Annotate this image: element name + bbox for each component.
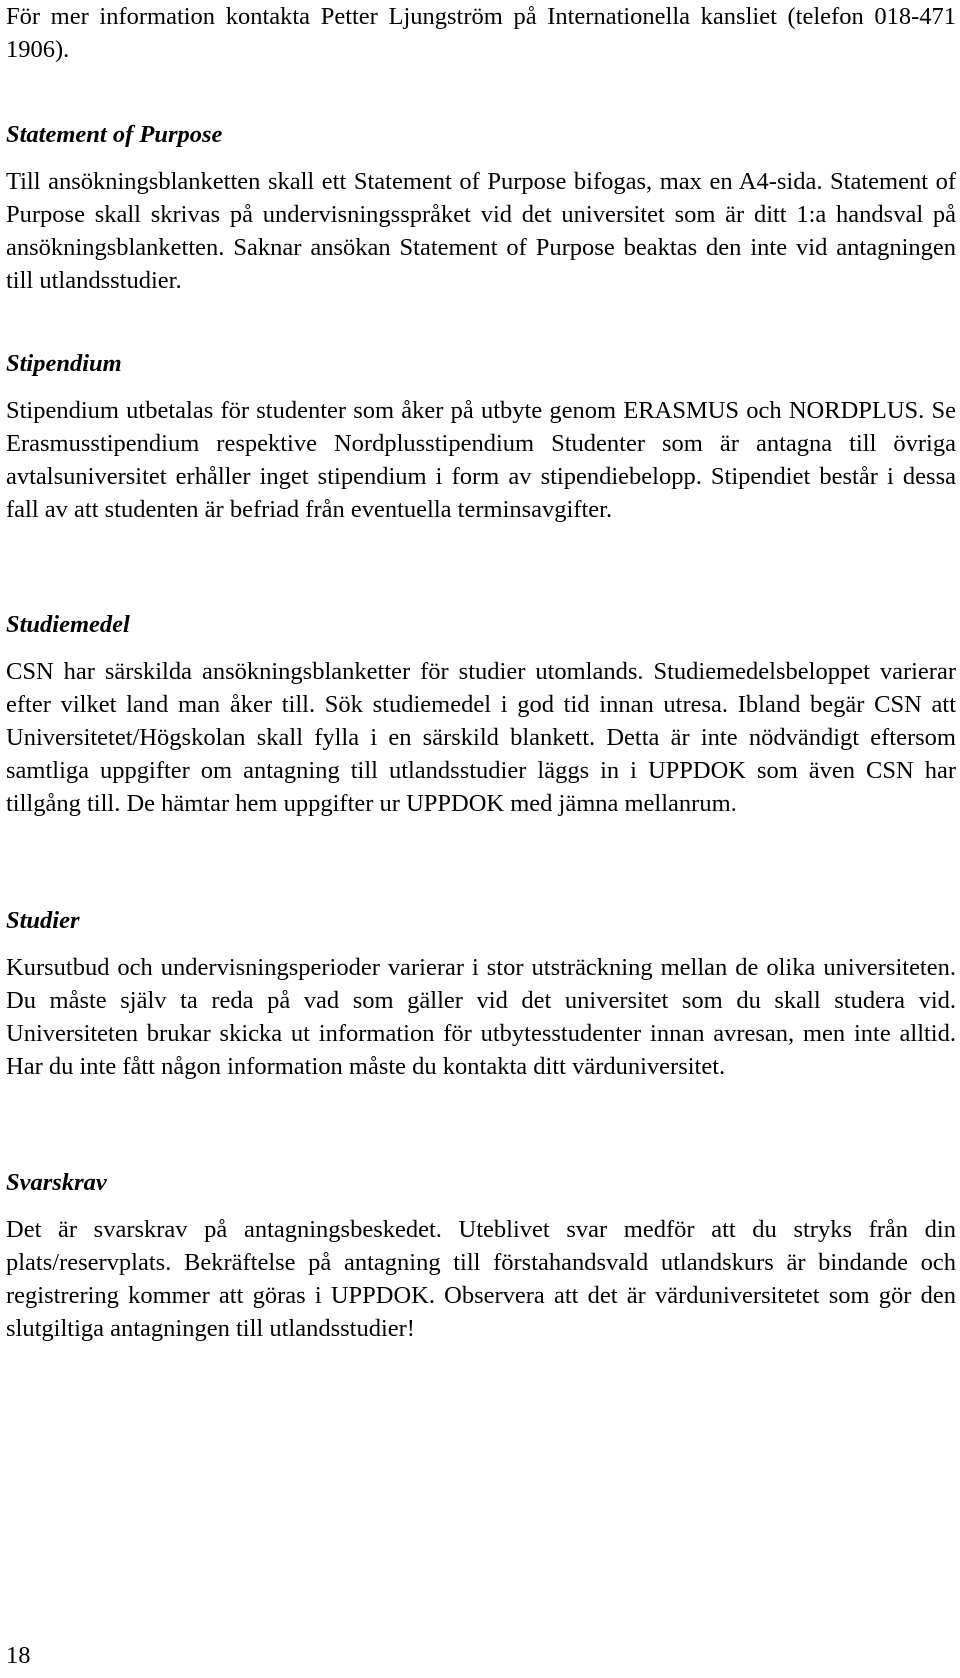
section-heading: Studier (6, 907, 80, 934)
section-heading: Statement of Purpose (6, 121, 223, 148)
section-heading: Stipendium (6, 350, 122, 377)
page-number: 18 (6, 1642, 31, 1669)
section-paragraph: Till ansökningsblanketten skall ett Statement of Purpose bifogas, max en A4-sida. Statement of Purpose skall skrivas på undervisningsspråket vid det universitet som är ditt 1:a handsval på ansökningsblanketten. Saknar ansökan Statement of Purpose beaktas den inte vid antagningen till utlandsstudier. (6, 168, 956, 294)
section-heading: Svarskrav (6, 1169, 107, 1196)
section-stipendium (6, 347, 956, 526)
section-svarskrav (6, 1166, 956, 1345)
section-statement-of-purpose (6, 118, 956, 297)
section-heading: Studiemedel (6, 611, 130, 638)
section-paragraph: Kursutbud och undervisningsperioder varierar i stor utsträckning mellan de olika universiteten. Du måste själv ta reda på vad som gäller vid det universitet som du skall studera vid. Universiteten brukar skicka ut information för utbytesstudenter innan avresan, men inte alltid. Har du inte fått någon information måste du kontakta ditt värduniversitet. (6, 954, 956, 1080)
section-paragraph: Det är svarskrav på antagningsbeskedet. Uteblivet svar medför att du stryks från din plats/reservplats. Bekräftelse på antagning till förstahandsvald utlandskurs är bindande och registrering kommer att göras i UPPDOK. Observera att det är värduniversitetet som gör den slutgiltiga antagningen till utlandsstudier! (6, 1216, 956, 1342)
section-paragraph: CSN har särskilda ansökningsblanketter för studier utomlands. Studiemedelsbeloppet varierar efter vilket land man åker till. Sök studiemedel i god tid innan utresa. Ibland begär CSN att Universitetet/Högskolan skall fylla i en särskild blankett. Detta är inte nödvändigt eftersom samtliga uppgifter om antagning till utlandsstudier läggs in i UPPDOK som även CSN har tillgång till. De hämtar hem uppgifter ur UPPDOK med jämna mellanrum. (6, 658, 956, 817)
section-paragraph: Stipendium utbetalas för studenter som åker på utbyte genom ERASMUS och NORDPLUS. Se Erasmusstipendium respektive Nordplusstipendium Studenter som är antagna till övriga avtalsuniversitet erhåller inget stipendium i form av stipendiebelopp. Stipendiet består i dessa fall av att studenten är befriad från eventuella terminsavgifter. (6, 397, 956, 523)
section-studier (6, 904, 956, 1083)
section-studiemedel (6, 608, 956, 820)
intro-paragraph: För mer information kontakta Petter Ljungström på Internationella kansliet (telefon 018-471 1906). (6, 3, 956, 63)
